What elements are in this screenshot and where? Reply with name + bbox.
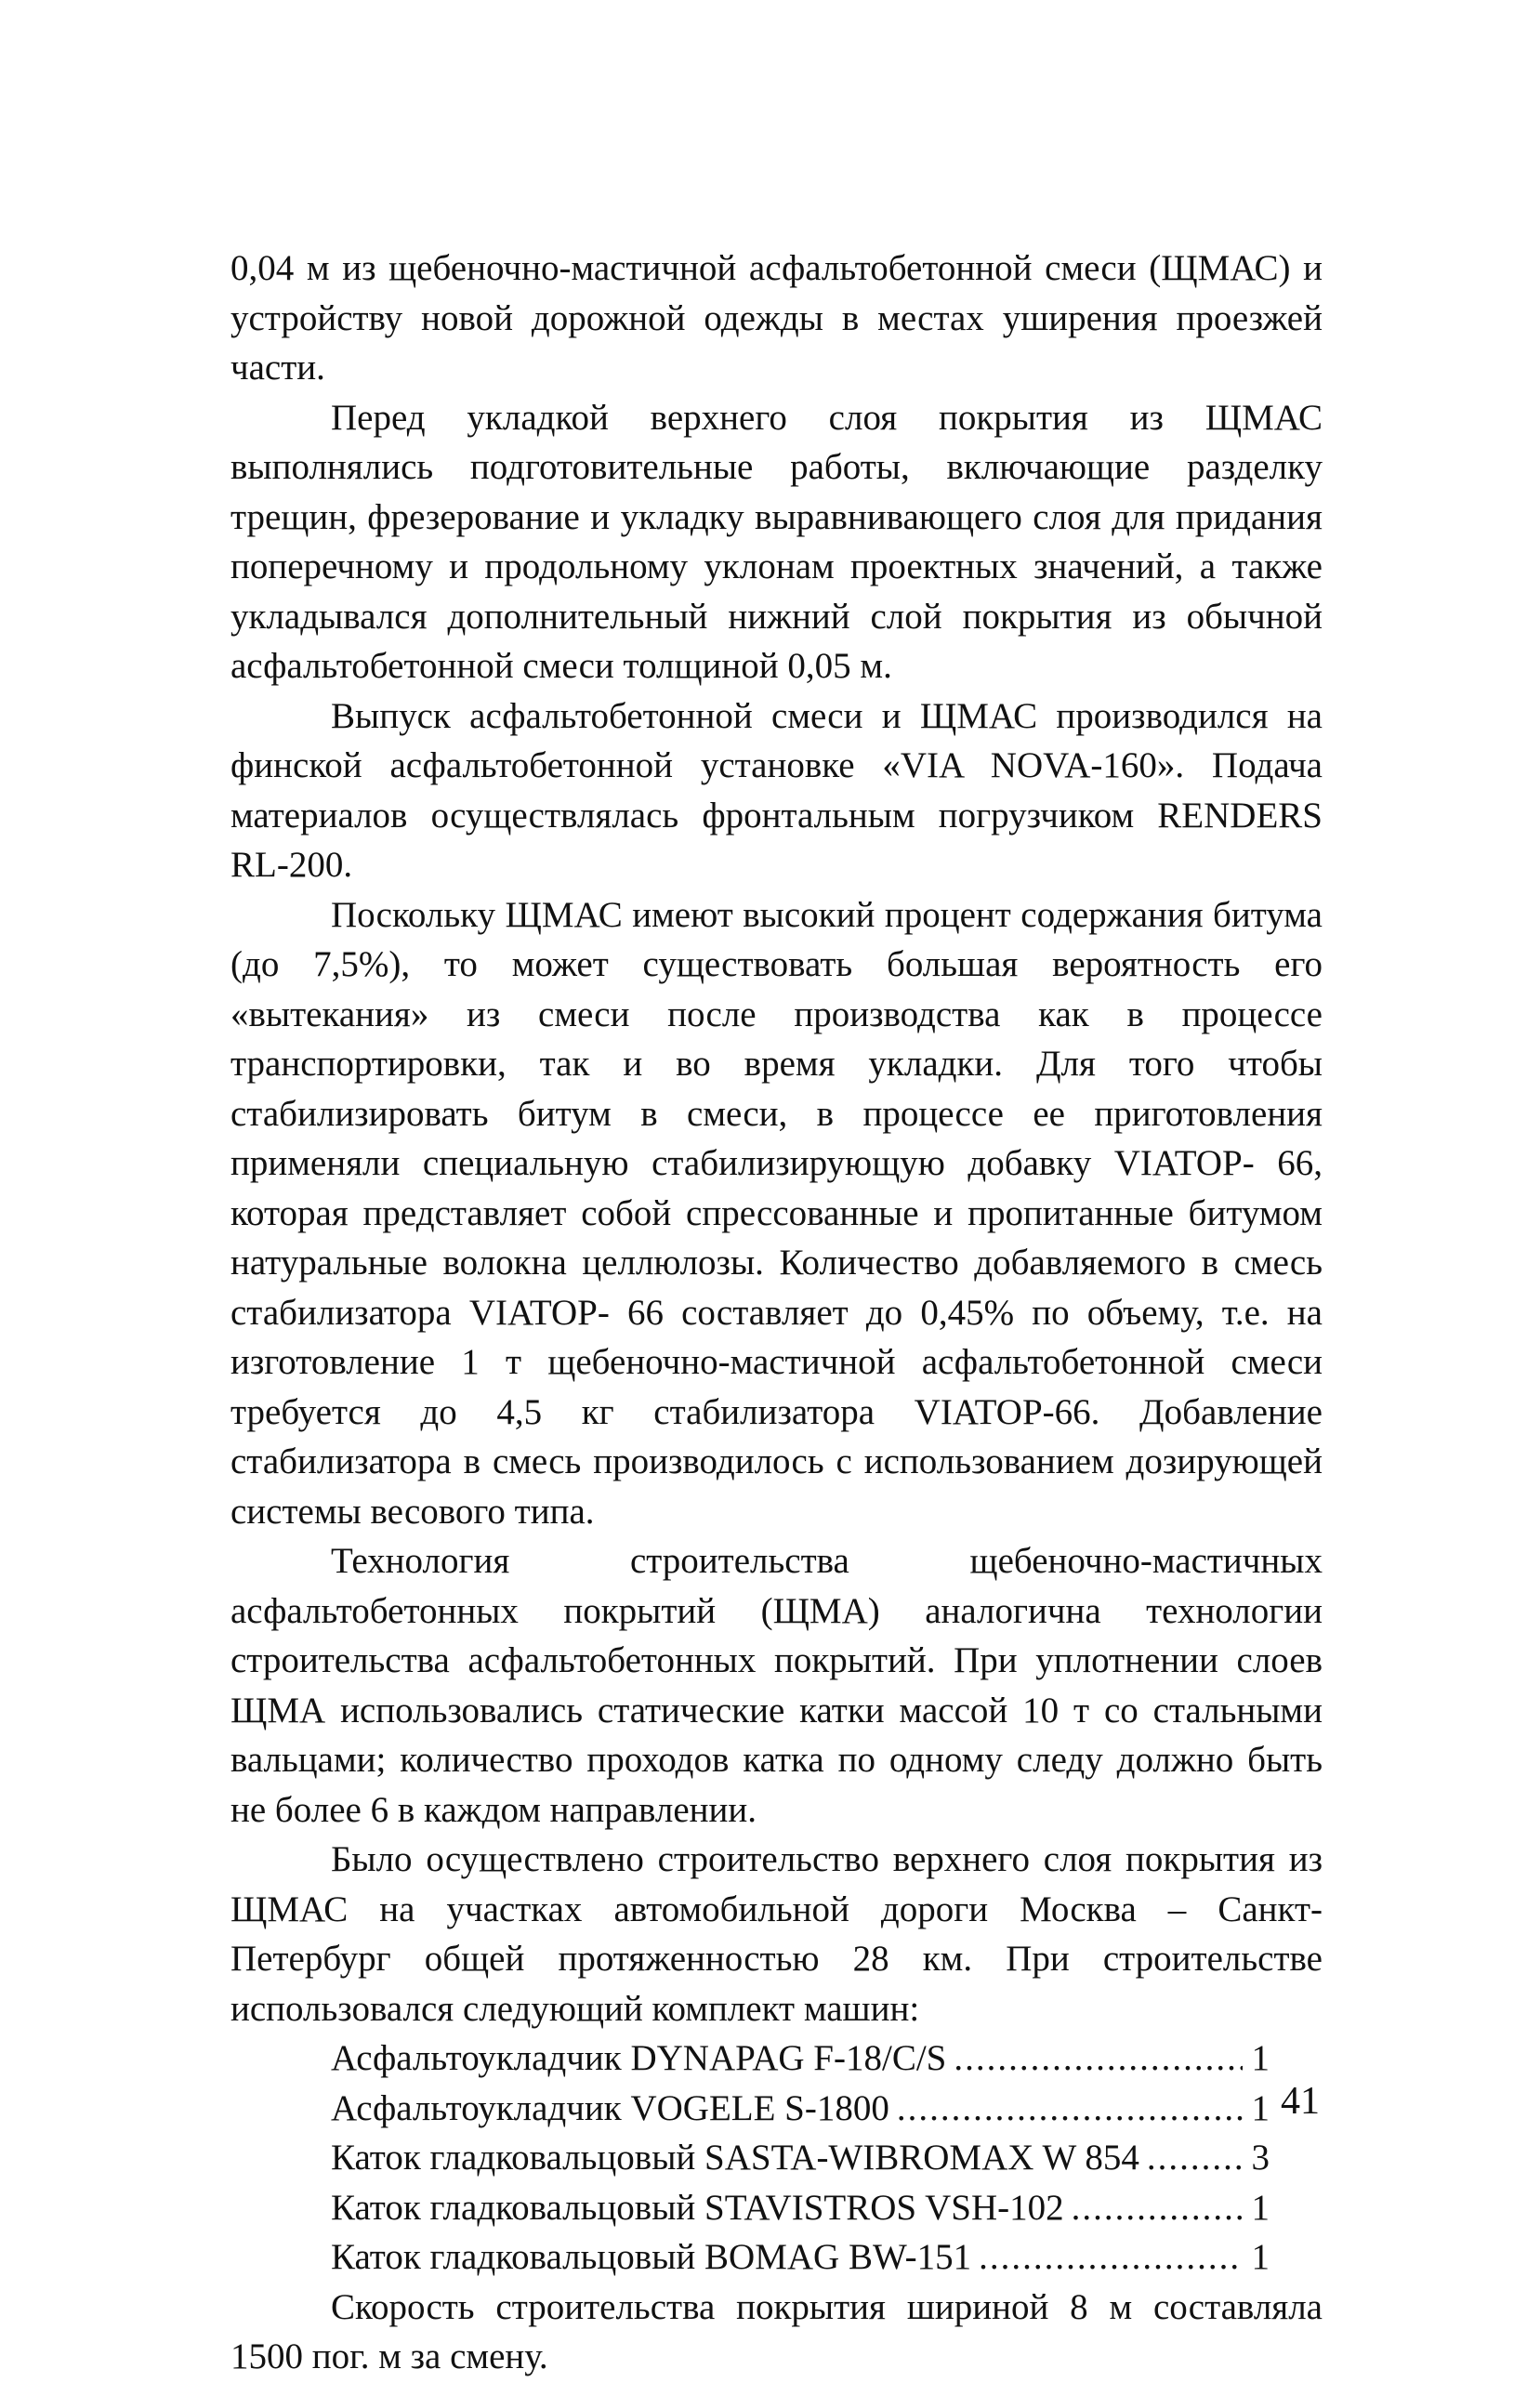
equipment-list [230, 2033, 1323, 2283]
equipment-item [331, 2084, 1270, 2134]
equipment-name: Асфальтоукладчик VOGELE S-1800 [331, 2087, 889, 2128]
leader-dots [897, 2084, 1243, 2134]
paragraph-2: Перед укладкой верхнего слоя покрытия из ЩМАС выполнялись подготовительные работы, включающие разделку трещин, фрезерование и укладку выравнивающего слоя для придания поперечному и продольному уклонам проектных значений, а также укладывался дополнительный нижний слой покрытия из обычной асфальтобетонной смеси толщиной 0,05 м. [230, 397, 1323, 686]
equipment-item [331, 2183, 1270, 2233]
equipment-quantity: 1 [1251, 2038, 1270, 2078]
equipment-quantity: 3 [1251, 2138, 1270, 2178]
paragraph-5: Технология строительства щебеночно-мастичных асфальтобетонных покрытий (ЩМА) аналогична технологии строительства асфальтобетонных покрытий. При уплотнении слоев ЩМА использовались статические катки массой 10 т со стальными вальцами; количество проходов катка по одному следу должно быть не более 6 в каждом направлении. [230, 1541, 1323, 1830]
paragraph-6: Было осуществлено строительство верхнего слоя покрытия из ЩМАС на участках автомобильной дороги Москва – Санкт-Петербург общей протяженностью 28 км. При строительстве использовался следующий комплект машин: [230, 1839, 1323, 2029]
equipment-name: Каток гладковальцовый SASTA-WIBROMAX W 854 [331, 2138, 1139, 2178]
leader-dots [954, 2033, 1242, 2084]
paragraph-4: Поскольку ЩМАС имеют высокий процент содержания битума (до 7,5%), то может существовать большая вероятность его «вытекания» из смеси после производства как в процессе транспортировки, так и во время укладки. Для того чтобы стабилизировать битум в смеси, в процессе ее приготовления применяли специальную стабилизирующую добавку VIATOP- 66, которая представляет собой спрессованные и пропитанные битумом натуральные волокна целлюлозы. Количество добавляемого в смесь стабилизатора VIATOP- 66 составляет до 0,45% по объему, т.е. на изготовление 1 т щебеночно-мастичной асфальтобетонной смеси требуется до 4,5 кг стабилизатора VIATOP-66. Добавление стабилизатора в смесь производилось с использованием дозирующей системы весового типа. [230, 894, 1323, 1532]
paragraph-1: 0,04 м из щебеночно-мастичной асфальтобетонной смеси (ЩМАС) и устройству новой дорожной одежды в местах уширения проезжей части. [230, 248, 1323, 388]
equipment-name: Каток гладковальцовый STAVISTROS VSH-102 [331, 2187, 1064, 2228]
leader-dots [979, 2232, 1242, 2283]
page-number: 41 [1281, 2080, 1320, 2123]
equipment-name: Асфальтоукладчик DYNAPAG F-18/C/S [331, 2038, 947, 2078]
equipment-item [331, 2232, 1270, 2283]
paragraph-3: Выпуск асфальтобетонной смеси и ЩМАС производился на финской асфальтобетонной установке «VIA NOVA-160». Подача материалов осуществлялась фронтальным погрузчиком RENDERS RL-200. [230, 695, 1323, 885]
equipment-quantity: 1 [1251, 2237, 1270, 2277]
equipment-item [331, 2033, 1270, 2084]
equipment-item [331, 2133, 1270, 2183]
closing-paragraph: Скорость строительства покрытия шириной 8 м составляла 1500 пог. м за смену. [230, 2286, 1323, 2376]
leader-dots [1147, 2133, 1243, 2183]
page-body [230, 243, 1323, 2382]
leader-dots [1072, 2183, 1243, 2233]
equipment-quantity: 1 [1251, 2187, 1270, 2228]
equipment-name: Каток гладковальцовый BOMAG BW-151 [331, 2237, 972, 2277]
equipment-quantity: 1 [1251, 2087, 1270, 2128]
